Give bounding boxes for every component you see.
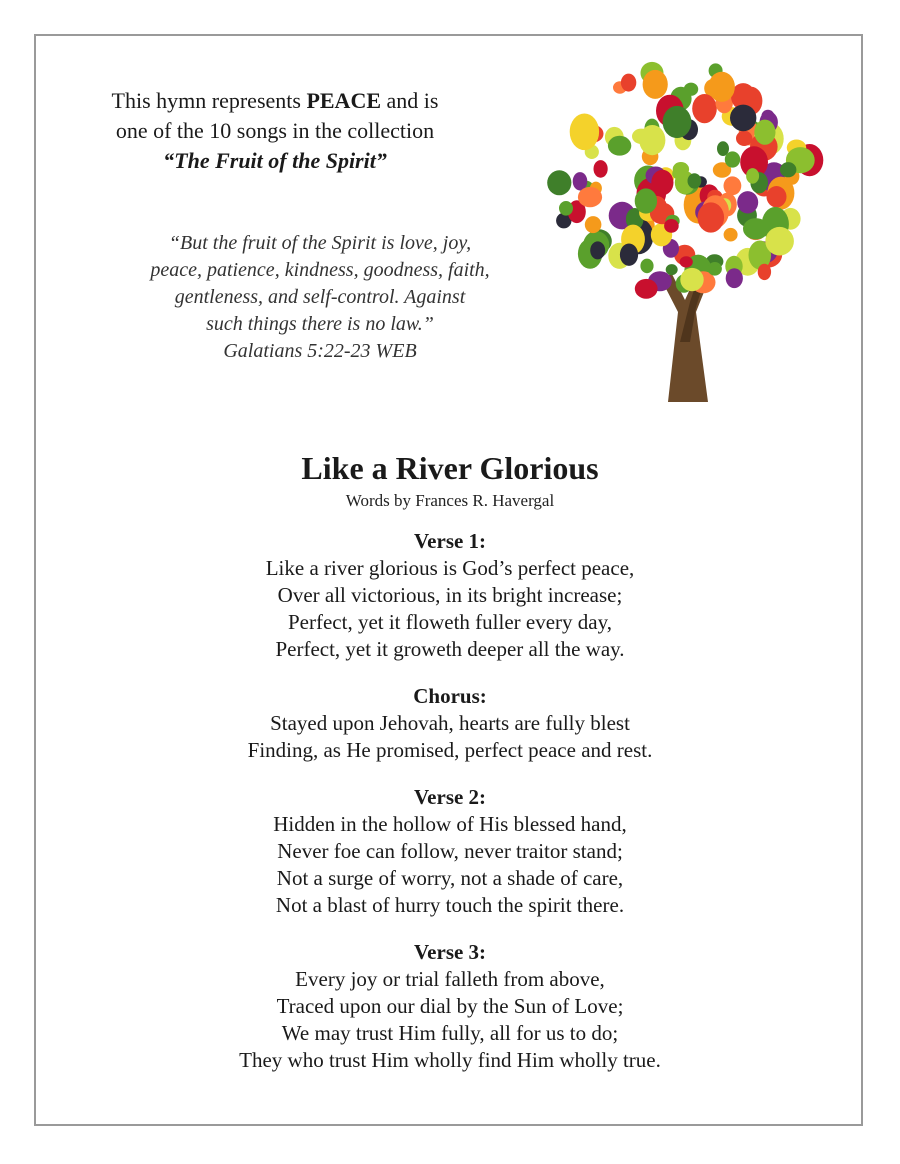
fruit-shape xyxy=(635,279,658,299)
fruit-shape xyxy=(709,72,735,102)
chorus xyxy=(100,683,800,764)
fruit-shape xyxy=(570,114,599,151)
song xyxy=(100,446,800,1094)
lyric-line: Hidden in the hollow of His blessed hand, xyxy=(273,812,627,836)
lyric-line: Perfect, yet it floweth fuller every day, xyxy=(287,610,612,634)
fruit-shape xyxy=(573,172,588,190)
fruit-shape xyxy=(651,170,673,196)
fruit-shape xyxy=(585,216,602,233)
fruit-shape xyxy=(765,227,794,256)
lyric-line: Like a river glorious is God’s perfect peace, xyxy=(265,556,635,580)
lyric-line: Traced upon our dial by the Sun of Love; xyxy=(276,994,624,1018)
verse-3 xyxy=(100,939,800,1074)
song-title: Like a River Glorious xyxy=(301,450,599,486)
lyric-line: Finding, as He promised, perfect peace and rest. xyxy=(247,738,653,762)
fruit-shape xyxy=(754,120,775,145)
fruit-shape xyxy=(578,187,602,207)
lyric-line: Never foe can follow, never traitor stand; xyxy=(277,839,623,863)
fruit-shape xyxy=(680,256,693,267)
scripture-line: gentleness, and self-control. Against xyxy=(174,286,466,308)
fruit-shape xyxy=(726,268,743,288)
fruit-shape xyxy=(680,268,703,291)
fruit-shape xyxy=(640,259,653,274)
fruit-shape xyxy=(724,176,742,195)
lyric-line: We may trust Him fully, all for us to do; xyxy=(281,1021,619,1045)
fruit-shape xyxy=(724,228,738,242)
fruit-shape xyxy=(559,201,573,216)
fruit-shape xyxy=(635,188,657,213)
fruit-shape xyxy=(590,241,605,259)
section-heading: Verse 1: xyxy=(413,529,487,553)
intro-line-1 xyxy=(90,86,460,116)
lyric-line: Perfect, yet it groweth deeper all the way. xyxy=(275,637,625,661)
fruit-shape xyxy=(621,74,636,92)
lyric-line: Not a blast of hurry touch the spirit there. xyxy=(275,893,625,917)
scripture-line: “But the fruit of the Spirit is love, joy, xyxy=(168,232,472,254)
intro-line-1-suffix: and is xyxy=(381,88,439,113)
fruit-shape xyxy=(620,244,638,266)
lyric-line: They who trust Him wholly find Him wholly true. xyxy=(239,1048,661,1072)
fruit-shape xyxy=(737,191,758,213)
fruit-shape xyxy=(698,202,725,232)
fruit-shape xyxy=(639,125,665,155)
song-author: Words by Frances R. Havergal xyxy=(345,491,555,510)
intro-line-1-prefix: This hymn represents xyxy=(111,88,307,113)
fruit-shape xyxy=(664,219,679,233)
section-heading: Verse 2: xyxy=(413,785,487,809)
fruit-shape xyxy=(746,168,759,184)
fruit-shape xyxy=(688,173,702,188)
fruit-shape xyxy=(643,70,668,99)
fruit-shape xyxy=(608,136,631,156)
intro-text xyxy=(90,86,460,176)
fruit-shape xyxy=(730,105,756,132)
intro-virtue: PEACE xyxy=(306,88,381,113)
fruit-tree-icon xyxy=(540,42,830,402)
intro-line-2: one of the 10 songs in the collection xyxy=(115,118,435,143)
scripture-reference: Galatians 5:22-23 WEB xyxy=(223,340,417,362)
fruit-shape xyxy=(666,264,678,275)
fruit-shape xyxy=(780,162,796,177)
fruit-shape xyxy=(692,94,717,123)
verse-1 xyxy=(100,528,800,663)
section-heading: Verse 3: xyxy=(413,940,487,964)
lyric-line: Every joy or trial falleth from above, xyxy=(295,967,605,991)
fruit-shape xyxy=(736,131,752,146)
lyric-line: Over all victorious, in its bright increase; xyxy=(277,583,623,607)
section-heading: Chorus: xyxy=(413,684,487,708)
fruit-shape xyxy=(672,168,684,179)
lyric-line: Stayed upon Jehovah, hearts are fully blest xyxy=(270,711,630,735)
verse-2 xyxy=(100,784,800,919)
scripture-quote xyxy=(100,230,540,365)
fruit-shape xyxy=(758,264,771,280)
fruit-shape xyxy=(725,151,740,167)
lyric-line: Not a surge of worry, not a shade of care, xyxy=(276,866,624,890)
scripture-line: such things there is no law.” xyxy=(206,313,434,335)
fruit-shape xyxy=(547,170,571,195)
scripture-line: peace, patience, kindness, goodness, faith, xyxy=(150,259,490,281)
fruit-shape xyxy=(594,160,608,178)
fruit-shape xyxy=(708,262,722,276)
collection-title: “The Fruit of the Spirit” xyxy=(163,148,387,173)
fruit-shape xyxy=(663,106,692,138)
fruit-shape xyxy=(767,186,787,207)
